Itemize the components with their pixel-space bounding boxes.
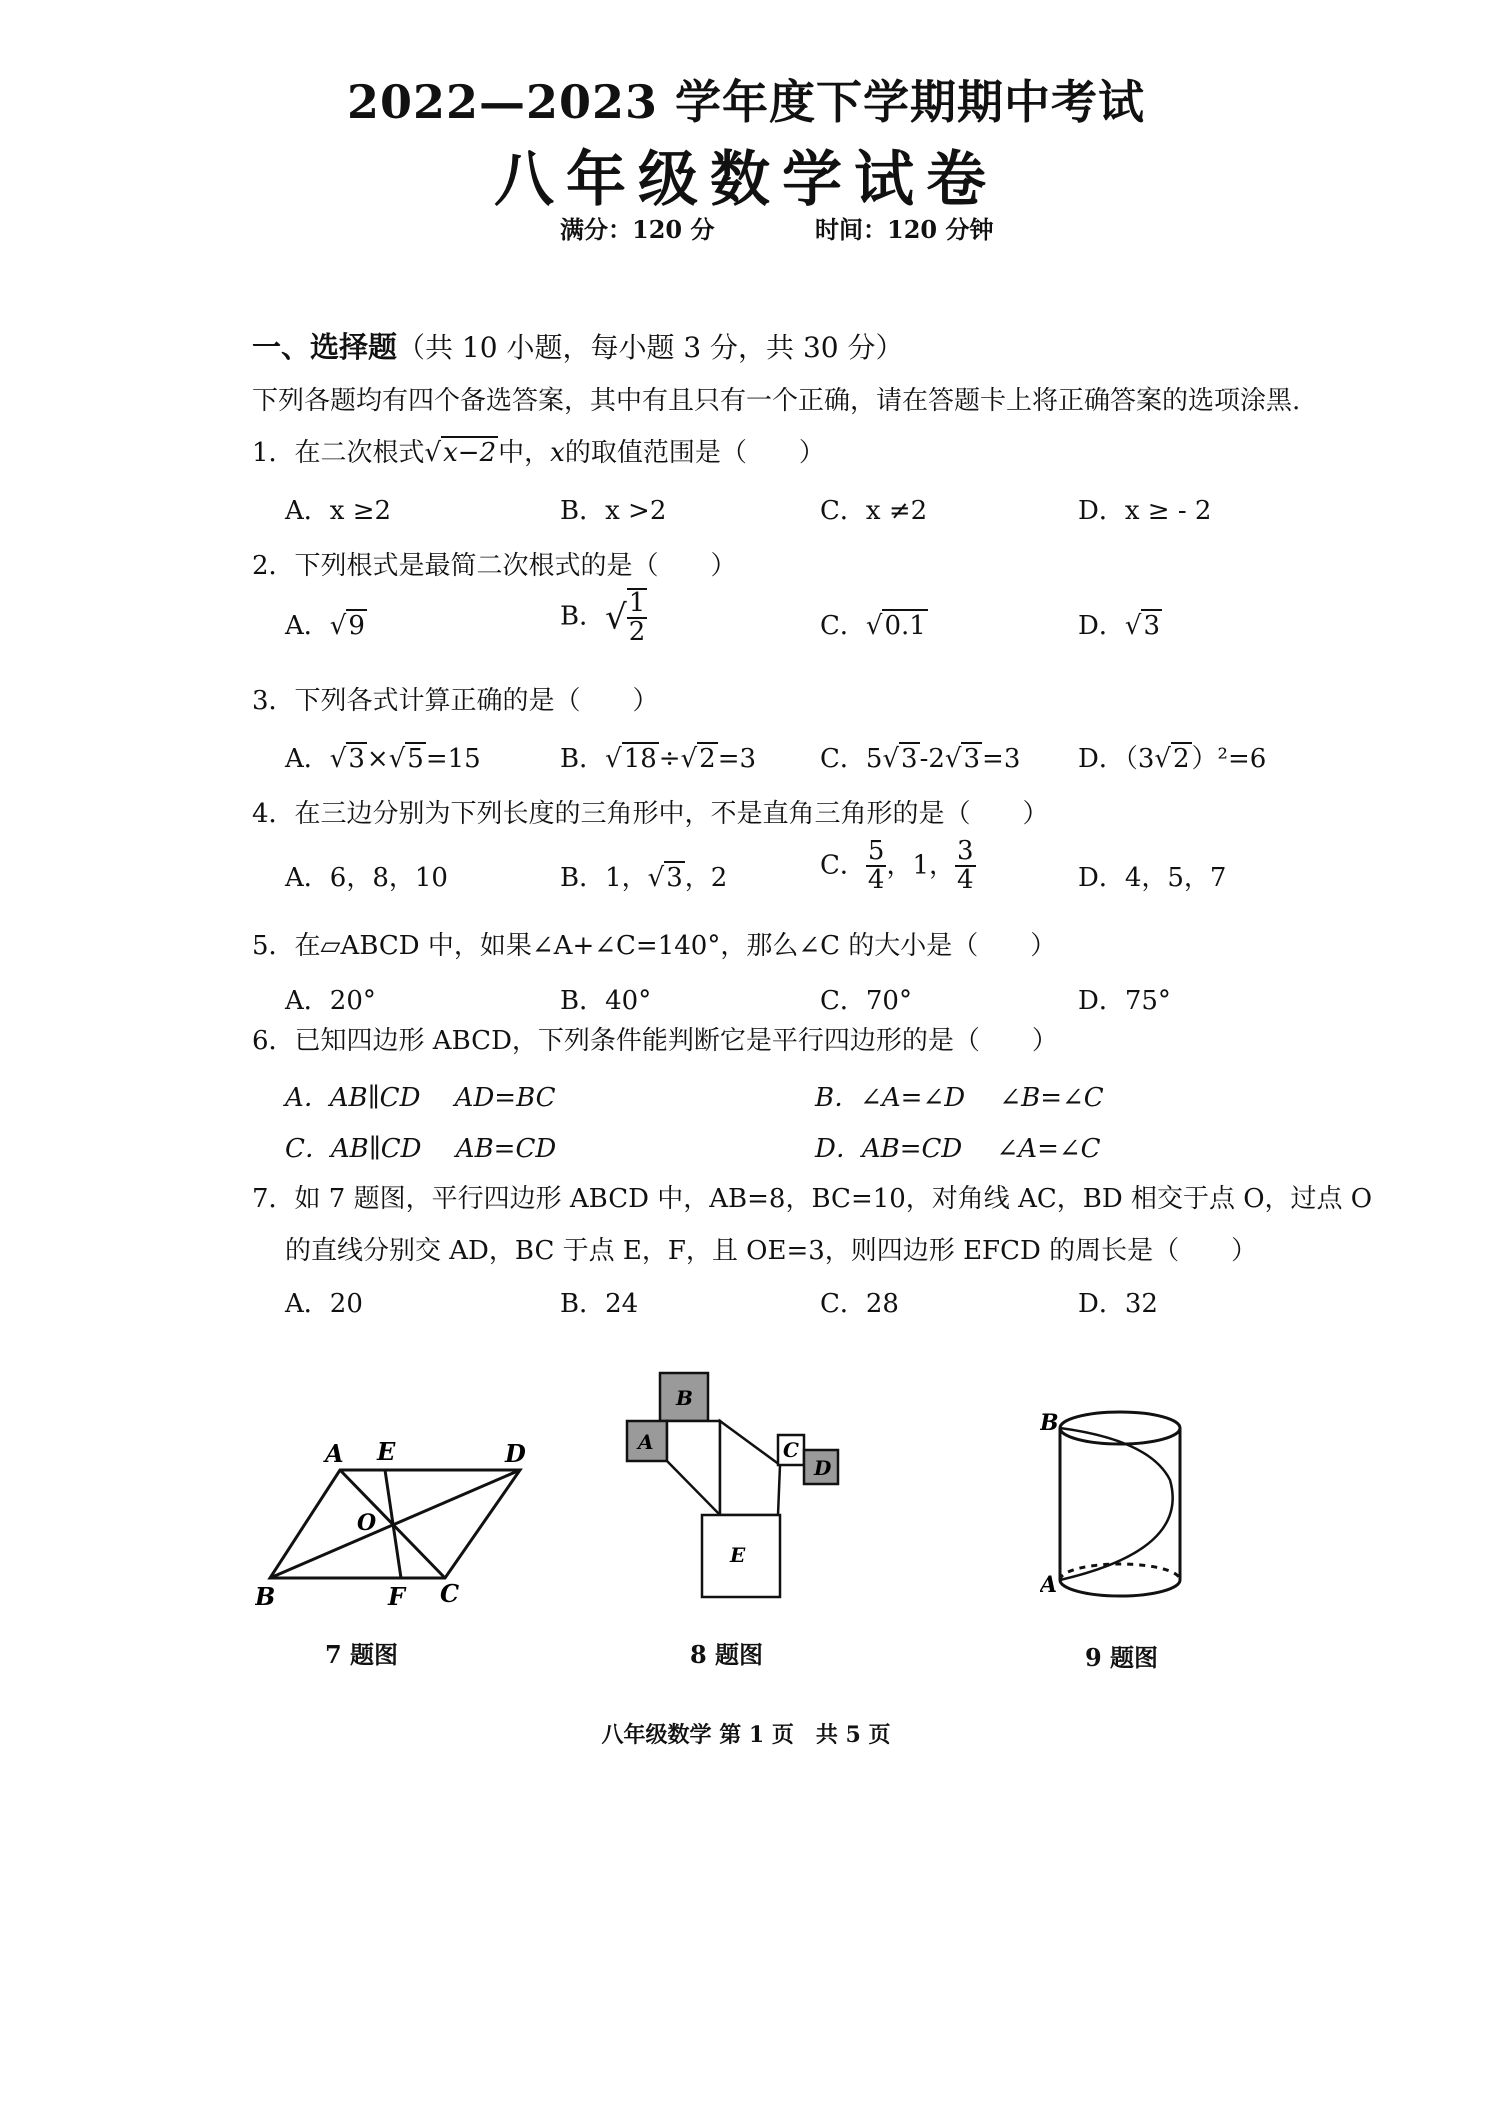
label-b: B (676, 1386, 693, 1410)
label-f: F (388, 1582, 406, 1611)
q7-option-b: B．24 (560, 1289, 639, 1319)
label-a: A (638, 1430, 654, 1454)
label-b: B (255, 1582, 276, 1611)
cylinder-top (1060, 1412, 1180, 1444)
label-e: E (730, 1543, 746, 1567)
label-d: D (814, 1456, 832, 1480)
figure-7-caption: 7 题图 (325, 1640, 399, 1669)
section-title: 一、选择题 (252, 330, 398, 364)
q3-option-d: D．（3√2）²=6 (1078, 744, 1267, 774)
label-a: A (325, 1439, 344, 1468)
q1-radicand: x−2 (443, 438, 497, 468)
q2-option-c: C．√0.1 (820, 611, 926, 641)
figure-9-cylinder (1040, 1400, 1200, 1620)
q7-option-c: C．28 (820, 1289, 899, 1319)
section-heading (252, 325, 904, 366)
question-2: 2．下列根式是最简二次根式的是（ ） (252, 551, 737, 581)
page-footer: 八年级数学 第 1 页 共 5 页 (601, 1722, 891, 1748)
q1-option-d: D．x ≥ - 2 (1078, 496, 1212, 526)
q2-option-a: A．√9 (285, 611, 365, 641)
square-right-mid (720, 1421, 780, 1515)
spiral-path (1060, 1428, 1173, 1580)
q2-option-b: B．√ $\frac{1}{2}$ (560, 588, 646, 648)
q1-option-a: A．x ≥2 (285, 496, 392, 526)
label-a: A (1040, 1572, 1058, 1598)
q7-option-a: A．20 (285, 1289, 363, 1319)
q1-option-b: B．x >2 (560, 496, 667, 526)
q1-pre: 1．在二次根式 (252, 438, 425, 468)
q4-option-c: C． $\frac{5}{4}$ ，1， $\frac{3}{4}$ (820, 836, 974, 896)
sqrt-sign: √ (424, 438, 442, 468)
q1-option-c: C．x ≠2 (820, 496, 928, 526)
q3-option-a: A．√3×√5=15 (285, 744, 481, 774)
q4-option-d: D．4，5，7 (1078, 863, 1227, 893)
full-score: 满分：120 分 (560, 215, 715, 244)
q3-option-c: C．5√3-2√3=3 (820, 744, 1021, 774)
q5-option-d: D．75° (1078, 986, 1171, 1016)
label-b: B (1040, 1410, 1059, 1436)
cylinder-bottom-front (1060, 1580, 1180, 1596)
section-instruction: 下列各题均有四个备选答案，其中有且只有一个正确，请在答题卡上将正确答案的选项涂黑. (252, 386, 1301, 416)
figure-7-parallelogram (255, 1430, 555, 1615)
label-o: O (357, 1510, 377, 1536)
label-c: C (440, 1579, 460, 1608)
q6-option-c: C．AB∥CD AB=CD (285, 1134, 557, 1164)
question-1 (252, 432, 825, 469)
q5-option-c: C．70° (820, 986, 912, 1016)
exam-subtitle: 八年级数学试卷 (494, 145, 998, 215)
section-note: （共 10 小题，每小题 3 分，共 30 分） (397, 331, 904, 364)
q1-end: 的取值范围是（ ） (564, 438, 825, 468)
square-left-mid (667, 1421, 720, 1515)
question-7-line2: 的直线分别交 AD，BC 于点 E，F，且 OE=3，则四边形 EFCD 的周长是（ ） (285, 1236, 1258, 1266)
q4-option-b: B．1，√3，2 (560, 863, 728, 893)
question-7-line1: 7．如 7 题图，平行四边形 ABCD 中，AB=8，BC=10，对角线 AC，BD 相交于点 O，过点 O (252, 1184, 1373, 1214)
figure-8-caption: 8 题图 (690, 1640, 764, 1669)
figure-9-caption: 9 题图 (1085, 1643, 1159, 1672)
q5-option-b: B．40° (560, 986, 652, 1016)
exam-time: 时间：120 分钟 (815, 215, 994, 244)
label-e: E (377, 1437, 396, 1466)
q6-option-a: A．AB∥CD AD=BC (285, 1083, 556, 1113)
question-5: 5．在▱ABCD 中，如果∠A+∠C=140°，那么∠C 的大小是（ ） (252, 931, 1057, 961)
exam-title: 2022—2023 学年度下学期期中考试 (346, 75, 1146, 129)
cylinder-bottom-back (1060, 1564, 1180, 1580)
q6-option-b: B．∠A=∠D ∠B=∠C (815, 1083, 1104, 1113)
question-3: 3．下列各式计算正确的是（ ） (252, 686, 659, 716)
q7-option-d: D．32 (1078, 1289, 1158, 1319)
question-4: 4．在三边分别为下列长度的三角形中，不是直角三角形的是（ ） (252, 799, 1049, 829)
q3-option-b: B．√18÷√2=3 (560, 744, 757, 774)
q1-var: x (550, 438, 565, 468)
q5-option-a: A．20° (285, 986, 376, 1016)
question-6: 6．已知四边形 ABCD，下列条件能判断它是平行四边形的是（ ） (252, 1026, 1058, 1056)
q4-option-a: A．6，8，10 (285, 863, 448, 893)
label-d: D (505, 1439, 526, 1468)
q6-option-d: D．AB=CD ∠A=∠C (815, 1134, 1101, 1164)
q1-post: 中， (498, 438, 551, 468)
figure-8-squares (620, 1365, 860, 1615)
q2-option-d: D．√3 (1078, 611, 1160, 641)
label-c: C (783, 1438, 799, 1462)
